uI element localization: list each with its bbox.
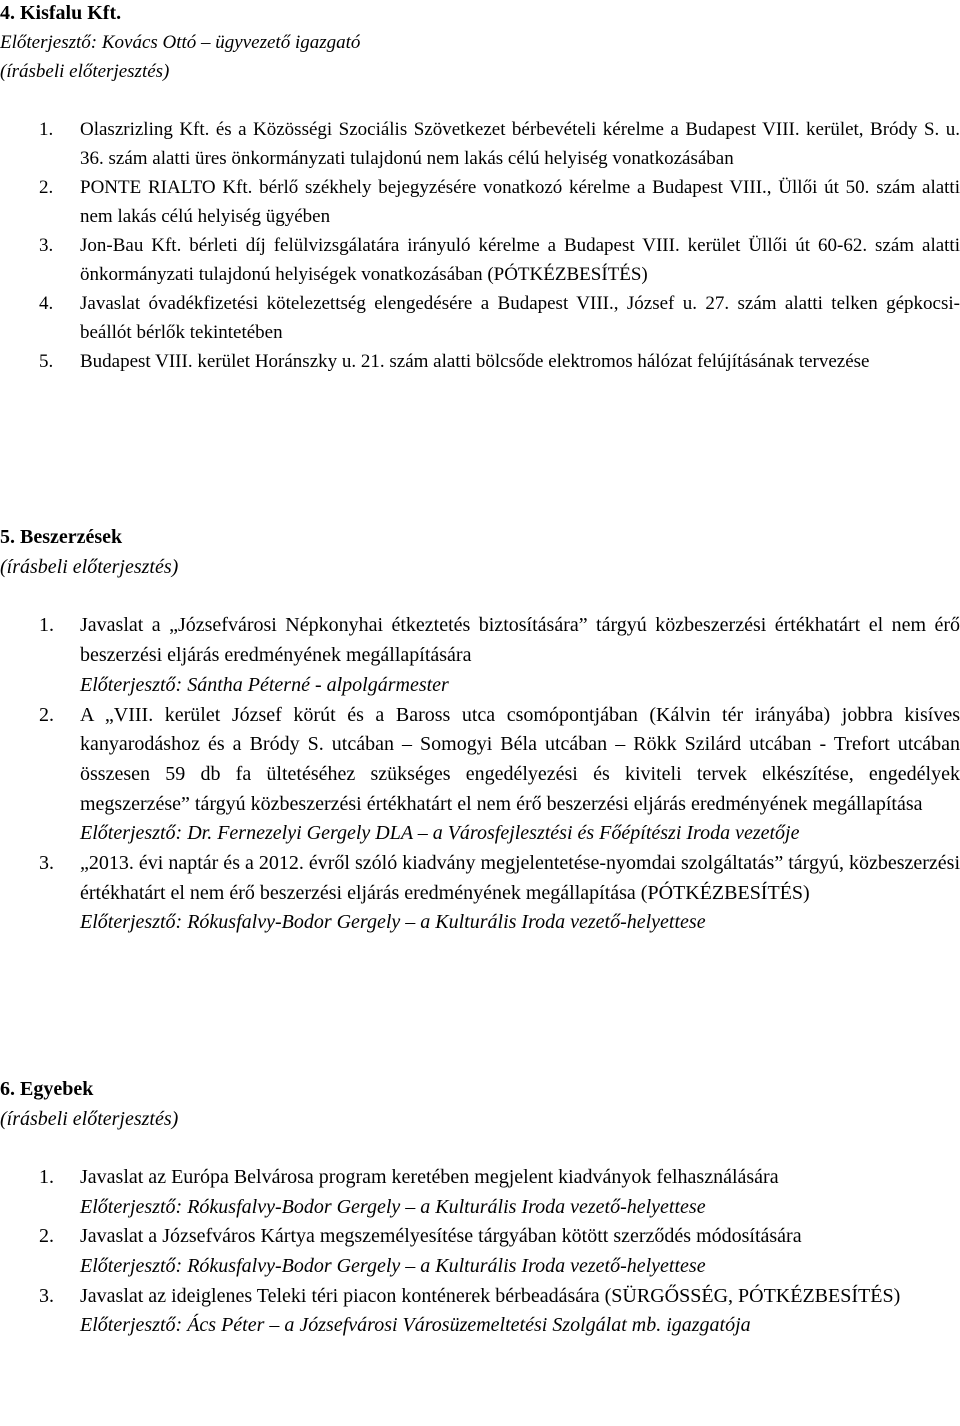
agenda-list [0, 115, 960, 376]
agenda-item [0, 1282, 960, 1341]
agenda-item [0, 289, 960, 347]
item-number: 1. [39, 119, 54, 140]
section-title: 5. Beszerzések [0, 526, 123, 548]
item-number: 3. [39, 235, 54, 256]
agenda-item [0, 611, 960, 700]
item-number: 1. [39, 1166, 54, 1189]
item-text: Javaslat a „Józsefvárosi Népkonyhai étkeztetés biztosítására” tárgyú közbeszerzési értékhatárt el nem érő beszerzési eljárás eredményének megállapítására [80, 614, 960, 667]
section-kisfalu [0, 0, 960, 376]
item-text: Javaslat az ideiglenes Teleki téri piacon konténerek bérbeadására (SÜRGŐSSÉG, PÓTKÉZBESÍTÉS) [80, 1284, 901, 1307]
item-number: 2. [39, 1225, 54, 1248]
agenda-list [0, 1163, 960, 1341]
section-presenter: Előterjesztő: Kovács Ottó – ügyvezető igazgató [0, 32, 361, 53]
agenda-list [0, 611, 960, 938]
agenda-item [0, 1163, 960, 1222]
item-text: Javaslat óvadékfizetési kötelezettség elengedésére a Budapest VIII., József u. 27. szám alatti telken gépkocsi-beállót bérlők tekintetében [80, 293, 960, 343]
section-mode: (írásbeli előterjesztés) [0, 61, 170, 82]
item-text: Budapest VIII. kerület Horánszky u. 21. szám alatti bölcsőde elektromos hálózat felújításának tervezése [80, 351, 870, 372]
item-number: 2. [39, 177, 54, 198]
item-text: Jon-Bau Kft. bérleti díj felülvizsgálatára irányuló kérelme a Budapest VIII. kerület Üllői út 60-62. szám alatti önkormányzati tulajdonú helyiségek vonatkozásában (PÓTKÉZBESÍTÉS) [80, 235, 960, 285]
section-beszerzesek [0, 523, 960, 938]
item-presenter: Előterjesztő: Rókusfalvy-Bodor Gergely – a Kulturális Iroda vezető-helyettese [80, 911, 706, 934]
item-text: PONTE RIALTO Kft. bérlő székhely bejegyzésére vonatkozó kérelme a Budapest VIII., Üllői út 50. szám alatti nem lakás célú helyiség ügyében [80, 177, 960, 227]
item-presenter: Előterjesztő: Dr. Fernezelyi Gergely DLA – a Városfejlesztési és Főépítészi Iroda vezetője [80, 822, 800, 845]
item-presenter: Előterjesztő: Ács Péter – a Józsefvárosi Városüzemeltetési Szolgálat mb. igazgatója [80, 1314, 751, 1337]
item-number: 3. [39, 1284, 54, 1307]
item-number: 4. [39, 293, 54, 314]
agenda-item [0, 849, 960, 938]
section-mode: (írásbeli előterjesztés) [0, 1107, 179, 1130]
item-number: 5. [39, 351, 54, 372]
section-title: 6. Egyebek [0, 1078, 94, 1100]
agenda-item [0, 231, 960, 289]
item-text: Olaszrizling Kft. és a Közösségi Szociális Szövetkezet bérbevételi kérelme a Budapest VIII. kerület, Bródy S. u. 36. szám alatti üres önkormányzati tulajdonú nem lakás célú helyiség vonatkozásában [80, 119, 960, 169]
item-text: „2013. évi naptár és a 2012. évről szóló kiadvány megjelentetése-nyomdai szolgáltatás” tárgyú, közbeszerzési értékhatárt el nem érő beszerzési eljárás eredményének megállapítása (PÓTKÉZBESÍTÉS) [80, 852, 960, 904]
item-text: Javaslat a Józsefváros Kártya megszemélyesítése tárgyában kötött szerződés módosítására [80, 1225, 802, 1248]
item-presenter: Előterjesztő: Rókusfalvy-Bodor Gergely – a Kulturális Iroda vezető-helyettese [80, 1195, 706, 1218]
item-text: Javaslat az Európa Belvárosa program keretében megjelent kiadványok felhasználására [80, 1166, 779, 1189]
section-egyebek [0, 1075, 960, 1341]
item-presenter: Előterjesztő: Sántha Péterné - alpolgármester [80, 673, 449, 696]
agenda-item [0, 115, 960, 173]
agenda-item [0, 173, 960, 231]
item-number: 3. [39, 852, 54, 875]
item-text: A „VIII. kerület József körút és a Baross utca csomópontjában (Kálvin tér irányába) jobbra kisíves kanyarodáshoz és a Bródy S. utcában – Somogyi Béla utcában – Rökk Szilárd utcában - Trefort utcában összesen 59 db fa ültetéséhez szükséges engedélyezési és kiviteli tervek elkészítése, engedélyek megszerzése” tárgyú közbeszerzési értékhatárt el nem érő beszerzési eljárás eredményének megállapítása [80, 703, 960, 815]
item-number: 1. [39, 614, 54, 637]
item-presenter: Előterjesztő: Rókusfalvy-Bodor Gergely – a Kulturális Iroda vezető-helyettese [80, 1254, 706, 1277]
agenda-item [0, 347, 960, 376]
agenda-item [0, 1222, 960, 1281]
agenda-item [0, 701, 960, 850]
item-number: 2. [39, 703, 54, 726]
section-mode: (írásbeli előterjesztés) [0, 555, 179, 578]
section-title: 4. Kisfalu Kft. [0, 2, 122, 24]
